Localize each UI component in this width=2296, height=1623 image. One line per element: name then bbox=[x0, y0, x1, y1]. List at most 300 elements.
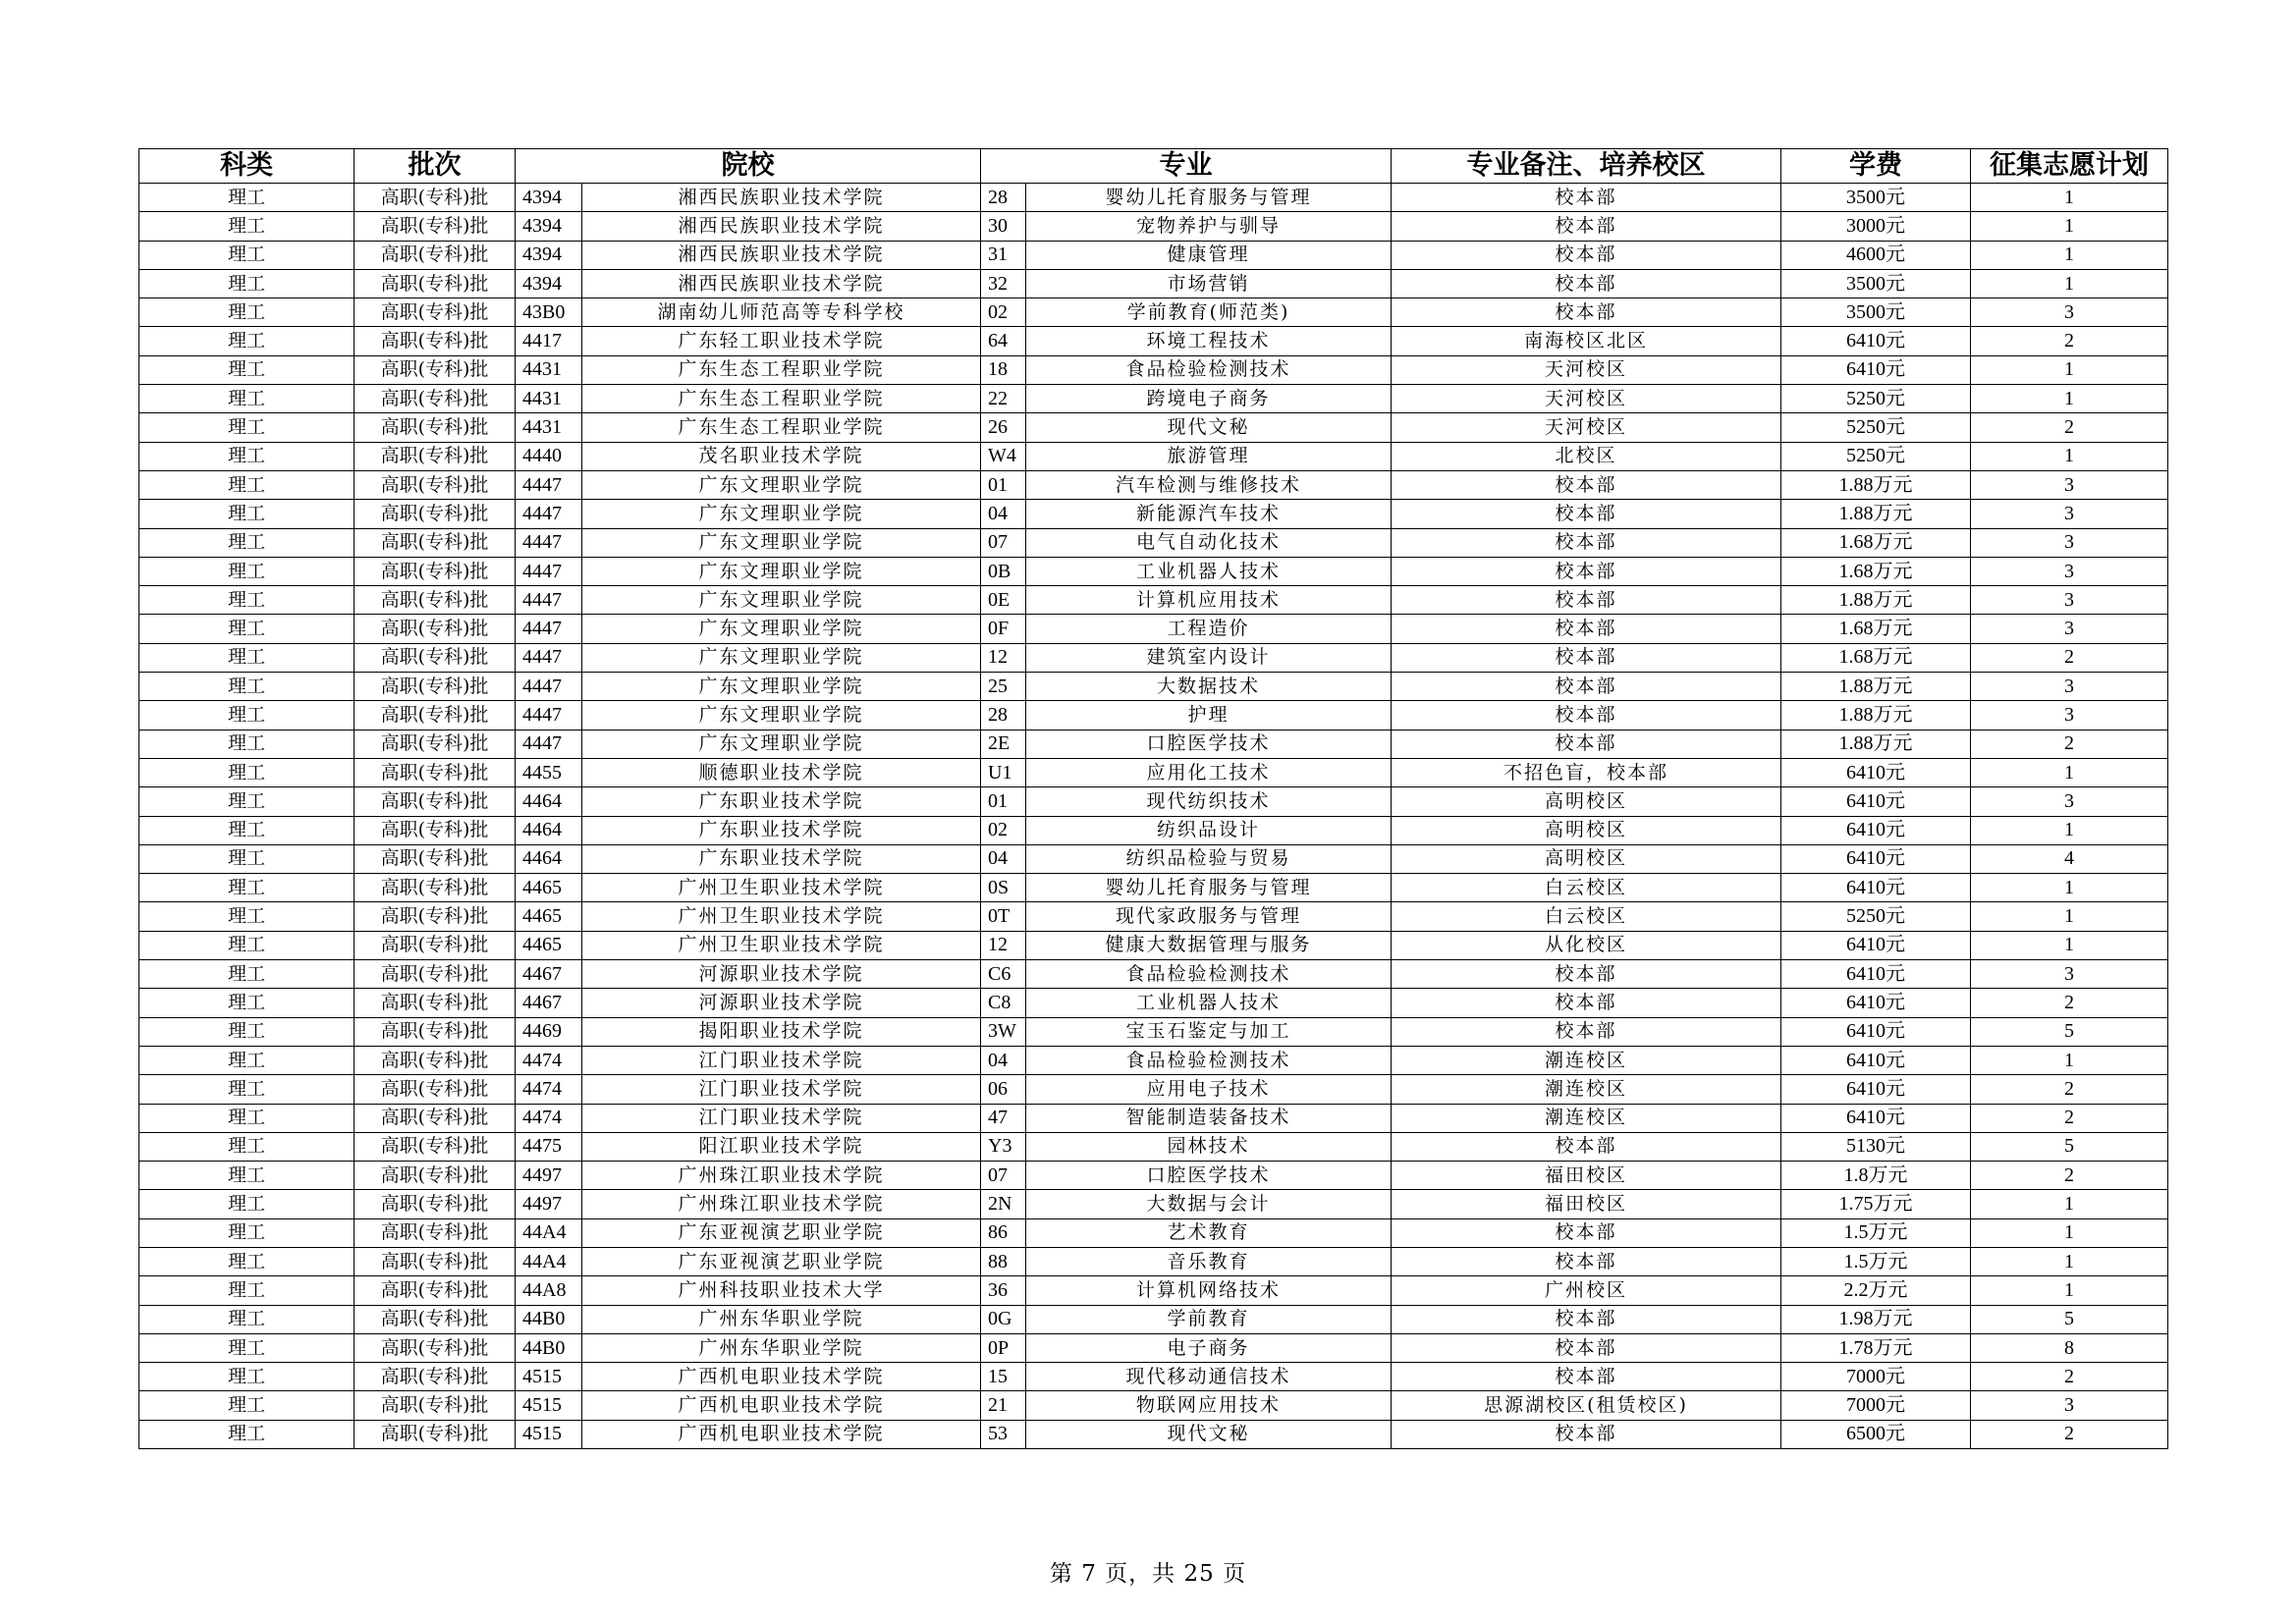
table-row bbox=[139, 528, 2168, 557]
cell-tuition: 3000元 bbox=[1781, 212, 1971, 241]
cell-school-code: 4447 bbox=[516, 586, 582, 615]
cell-tuition: 6500元 bbox=[1781, 1420, 1971, 1448]
cell-school-name: 湖南幼儿师范高等专科学校 bbox=[582, 298, 981, 327]
cell-tuition: 5250元 bbox=[1781, 902, 1971, 931]
cell-school-code: 4469 bbox=[516, 1017, 582, 1046]
cell-campus-note: 校本部 bbox=[1392, 184, 1781, 212]
cell-category: 理工 bbox=[139, 1276, 355, 1305]
cell-major-name: 口腔医学技术 bbox=[1026, 730, 1392, 758]
cell-major-name: 建筑室内设计 bbox=[1026, 643, 1392, 672]
cell-major-name: 应用电子技术 bbox=[1026, 1075, 1392, 1104]
cell-major-code: 2E bbox=[981, 730, 1026, 758]
cell-major-name: 计算机网络技术 bbox=[1026, 1276, 1392, 1305]
cell-tuition: 7000元 bbox=[1781, 1391, 1971, 1420]
cell-campus-note: 校本部 bbox=[1392, 701, 1781, 730]
cell-tuition: 5130元 bbox=[1781, 1132, 1971, 1161]
cell-school-code: 44A8 bbox=[516, 1276, 582, 1305]
cell-category: 理工 bbox=[139, 874, 355, 902]
cell-tuition: 5250元 bbox=[1781, 385, 1971, 413]
table-row bbox=[139, 1132, 2168, 1161]
cell-batch: 高职(专科)批 bbox=[355, 787, 516, 816]
cell-school-name: 河源职业技术学院 bbox=[582, 960, 981, 989]
cell-plan-count: 3 bbox=[1971, 557, 2168, 585]
cell-major-name: 宝玉石鉴定与加工 bbox=[1026, 1017, 1392, 1046]
cell-campus-note: 校本部 bbox=[1392, 1363, 1781, 1391]
cell-school-name: 广东亚视演艺职业学院 bbox=[582, 1218, 981, 1247]
cell-category: 理工 bbox=[139, 1305, 355, 1333]
cell-campus-note: 校本部 bbox=[1392, 643, 1781, 672]
cell-plan-count: 1 bbox=[1971, 758, 2168, 786]
cell-batch: 高职(专科)批 bbox=[355, 241, 516, 269]
cell-plan-count: 1 bbox=[1971, 874, 2168, 902]
cell-plan-count: 2 bbox=[1971, 643, 2168, 672]
cell-category: 理工 bbox=[139, 615, 355, 643]
cell-batch: 高职(专科)批 bbox=[355, 184, 516, 212]
cell-school-code: 4447 bbox=[516, 643, 582, 672]
cell-major-name: 大数据技术 bbox=[1026, 673, 1392, 701]
cell-school-code: 4465 bbox=[516, 902, 582, 931]
cell-tuition: 6410元 bbox=[1781, 989, 1971, 1017]
table-row bbox=[139, 269, 2168, 298]
table-row bbox=[139, 1305, 2168, 1333]
cell-school-name: 湘西民族职业技术学院 bbox=[582, 241, 981, 269]
cell-plan-count: 2 bbox=[1971, 1162, 2168, 1190]
cell-tuition: 1.88万元 bbox=[1781, 673, 1971, 701]
cell-school-code: 4447 bbox=[516, 730, 582, 758]
cell-tuition: 3500元 bbox=[1781, 184, 1971, 212]
cell-plan-count: 4 bbox=[1971, 844, 2168, 873]
table-row bbox=[139, 1420, 2168, 1448]
cell-plan-count: 5 bbox=[1971, 1305, 2168, 1333]
cell-major-name: 宠物养护与驯导 bbox=[1026, 212, 1392, 241]
cell-batch: 高职(专科)批 bbox=[355, 701, 516, 730]
cell-plan-count: 3 bbox=[1971, 1391, 2168, 1420]
cell-plan-count: 1 bbox=[1971, 931, 2168, 959]
cell-school-name: 广东生态工程职业学院 bbox=[582, 355, 981, 384]
table-row bbox=[139, 212, 2168, 241]
cell-batch: 高职(专科)批 bbox=[355, 1420, 516, 1448]
table-row bbox=[139, 385, 2168, 413]
header-plan-count: 征集志愿计划 bbox=[1971, 149, 2168, 184]
cell-school-code: 4475 bbox=[516, 1132, 582, 1161]
cell-category: 理工 bbox=[139, 1132, 355, 1161]
table-row bbox=[139, 758, 2168, 786]
cell-school-code: 4474 bbox=[516, 1075, 582, 1104]
table-row bbox=[139, 1247, 2168, 1275]
cell-school-code: 4447 bbox=[516, 615, 582, 643]
cell-major-name: 现代移动通信技术 bbox=[1026, 1363, 1392, 1391]
cell-school-name: 茂名职业技术学院 bbox=[582, 442, 981, 470]
cell-tuition: 1.88万元 bbox=[1781, 730, 1971, 758]
cell-school-code: 4394 bbox=[516, 269, 582, 298]
cell-school-code: 4447 bbox=[516, 557, 582, 585]
cell-school-code: 4467 bbox=[516, 989, 582, 1017]
table-row bbox=[139, 615, 2168, 643]
cell-school-code: 4464 bbox=[516, 816, 582, 844]
cell-major-code: 32 bbox=[981, 269, 1026, 298]
cell-plan-count: 5 bbox=[1971, 1132, 2168, 1161]
cell-tuition: 6410元 bbox=[1781, 960, 1971, 989]
cell-school-code: 4497 bbox=[516, 1190, 582, 1218]
cell-school-name: 广东文理职业学院 bbox=[582, 528, 981, 557]
cell-campus-note: 高明校区 bbox=[1392, 787, 1781, 816]
cell-plan-count: 3 bbox=[1971, 528, 2168, 557]
cell-campus-note: 福田校区 bbox=[1392, 1190, 1781, 1218]
header-school: 院校 bbox=[516, 149, 981, 184]
cell-school-name: 广东文理职业学院 bbox=[582, 673, 981, 701]
cell-school-code: 4465 bbox=[516, 931, 582, 959]
table-row bbox=[139, 989, 2168, 1017]
cell-campus-note: 校本部 bbox=[1392, 241, 1781, 269]
cell-school-code: 4394 bbox=[516, 184, 582, 212]
table-row bbox=[139, 701, 2168, 730]
cell-school-name: 广东文理职业学院 bbox=[582, 586, 981, 615]
table-row bbox=[139, 673, 2168, 701]
cell-plan-count: 1 bbox=[1971, 269, 2168, 298]
cell-tuition: 2.2万元 bbox=[1781, 1276, 1971, 1305]
cell-school-code: 4431 bbox=[516, 413, 582, 442]
cell-major-code: 06 bbox=[981, 1075, 1026, 1104]
cell-campus-note: 高明校区 bbox=[1392, 816, 1781, 844]
cell-school-code: 4431 bbox=[516, 355, 582, 384]
cell-school-name: 广东文理职业学院 bbox=[582, 470, 981, 499]
cell-major-code: 01 bbox=[981, 470, 1026, 499]
cell-major-code: C6 bbox=[981, 960, 1026, 989]
cell-plan-count: 3 bbox=[1971, 701, 2168, 730]
cell-category: 理工 bbox=[139, 557, 355, 585]
cell-plan-count: 2 bbox=[1971, 327, 2168, 355]
table-row bbox=[139, 1333, 2168, 1362]
cell-major-name: 汽车检测与维修技术 bbox=[1026, 470, 1392, 499]
cell-major-code: 21 bbox=[981, 1391, 1026, 1420]
cell-major-name: 应用化工技术 bbox=[1026, 758, 1392, 786]
cell-school-code: 4497 bbox=[516, 1162, 582, 1190]
cell-school-name: 顺德职业技术学院 bbox=[582, 758, 981, 786]
cell-tuition: 6410元 bbox=[1781, 355, 1971, 384]
cell-major-code: 18 bbox=[981, 355, 1026, 384]
cell-school-name: 湘西民族职业技术学院 bbox=[582, 184, 981, 212]
cell-school-name: 广东文理职业学院 bbox=[582, 643, 981, 672]
cell-batch: 高职(专科)批 bbox=[355, 557, 516, 585]
cell-category: 理工 bbox=[139, 184, 355, 212]
table-row bbox=[139, 643, 2168, 672]
cell-school-name: 广州卫生职业技术学院 bbox=[582, 931, 981, 959]
cell-school-code: 4467 bbox=[516, 960, 582, 989]
table-row bbox=[139, 1218, 2168, 1247]
cell-batch: 高职(专科)批 bbox=[355, 1333, 516, 1362]
cell-school-code: 4417 bbox=[516, 327, 582, 355]
table-row bbox=[139, 1391, 2168, 1420]
cell-batch: 高职(专科)批 bbox=[355, 758, 516, 786]
table-row bbox=[139, 1104, 2168, 1132]
table-row bbox=[139, 241, 2168, 269]
cell-tuition: 1.68万元 bbox=[1781, 557, 1971, 585]
cell-school-code: 4394 bbox=[516, 212, 582, 241]
cell-major-code: 0E bbox=[981, 586, 1026, 615]
table-row bbox=[139, 470, 2168, 499]
cell-batch: 高职(专科)批 bbox=[355, 212, 516, 241]
cell-major-name: 旅游管理 bbox=[1026, 442, 1392, 470]
cell-batch: 高职(专科)批 bbox=[355, 470, 516, 499]
table-row bbox=[139, 355, 2168, 384]
cell-category: 理工 bbox=[139, 1363, 355, 1391]
cell-tuition: 1.5万元 bbox=[1781, 1247, 1971, 1275]
cell-batch: 高职(专科)批 bbox=[355, 1075, 516, 1104]
cell-major-name: 口腔医学技术 bbox=[1026, 1162, 1392, 1190]
cell-batch: 高职(专科)批 bbox=[355, 528, 516, 557]
cell-campus-note: 校本部 bbox=[1392, 528, 1781, 557]
cell-category: 理工 bbox=[139, 844, 355, 873]
cell-batch: 高职(专科)批 bbox=[355, 1017, 516, 1046]
cell-plan-count: 1 bbox=[1971, 212, 2168, 241]
cell-school-name: 湘西民族职业技术学院 bbox=[582, 212, 981, 241]
cell-category: 理工 bbox=[139, 327, 355, 355]
table-row bbox=[139, 730, 2168, 758]
table-row bbox=[139, 298, 2168, 327]
cell-campus-note: 校本部 bbox=[1392, 1132, 1781, 1161]
cell-major-code: 86 bbox=[981, 1218, 1026, 1247]
cell-tuition: 6410元 bbox=[1781, 816, 1971, 844]
cell-school-name: 广州卫生职业技术学院 bbox=[582, 902, 981, 931]
table-row bbox=[139, 327, 2168, 355]
cell-school-code: 4447 bbox=[516, 673, 582, 701]
page-footer: 第 7 页，共 25 页 bbox=[1049, 1561, 1247, 1587]
cell-major-name: 大数据与会计 bbox=[1026, 1190, 1392, 1218]
cell-batch: 高职(专科)批 bbox=[355, 1363, 516, 1391]
cell-campus-note: 白云校区 bbox=[1392, 902, 1781, 931]
cell-plan-count: 8 bbox=[1971, 1333, 2168, 1362]
cell-tuition: 1.88万元 bbox=[1781, 701, 1971, 730]
cell-category: 理工 bbox=[139, 470, 355, 499]
cell-major-name: 现代家政服务与管理 bbox=[1026, 902, 1392, 931]
cell-campus-note: 天河校区 bbox=[1392, 385, 1781, 413]
cell-major-code: 12 bbox=[981, 643, 1026, 672]
cell-campus-note: 校本部 bbox=[1392, 989, 1781, 1017]
cell-major-name: 工程造价 bbox=[1026, 615, 1392, 643]
cell-plan-count: 2 bbox=[1971, 1363, 2168, 1391]
cell-school-name: 广东职业技术学院 bbox=[582, 844, 981, 873]
cell-campus-note: 北校区 bbox=[1392, 442, 1781, 470]
cell-plan-count: 2 bbox=[1971, 989, 2168, 1017]
cell-school-name: 湘西民族职业技术学院 bbox=[582, 269, 981, 298]
cell-batch: 高职(专科)批 bbox=[355, 1218, 516, 1247]
cell-major-code: 0P bbox=[981, 1333, 1026, 1362]
cell-major-name: 现代文秘 bbox=[1026, 1420, 1392, 1448]
cell-tuition: 1.68万元 bbox=[1781, 643, 1971, 672]
cell-campus-note: 天河校区 bbox=[1392, 355, 1781, 384]
cell-campus-note: 校本部 bbox=[1392, 500, 1781, 528]
header-tuition: 学费 bbox=[1781, 149, 1971, 184]
cell-plan-count: 3 bbox=[1971, 500, 2168, 528]
cell-category: 理工 bbox=[139, 269, 355, 298]
cell-campus-note: 广州校区 bbox=[1392, 1276, 1781, 1305]
cell-plan-count: 1 bbox=[1971, 1276, 2168, 1305]
cell-batch: 高职(专科)批 bbox=[355, 1190, 516, 1218]
cell-batch: 高职(专科)批 bbox=[355, 1305, 516, 1333]
cell-major-name: 园林技术 bbox=[1026, 1132, 1392, 1161]
cell-school-name: 广东文理职业学院 bbox=[582, 730, 981, 758]
cell-plan-count: 3 bbox=[1971, 298, 2168, 327]
cell-campus-note: 从化校区 bbox=[1392, 931, 1781, 959]
cell-major-code: 0S bbox=[981, 874, 1026, 902]
table-row bbox=[139, 557, 2168, 585]
cell-school-code: 44A4 bbox=[516, 1218, 582, 1247]
cell-school-name: 广州珠江职业技术学院 bbox=[582, 1190, 981, 1218]
cell-school-name: 广东文理职业学院 bbox=[582, 557, 981, 585]
cell-plan-count: 2 bbox=[1971, 1075, 2168, 1104]
cell-campus-note: 潮连校区 bbox=[1392, 1046, 1781, 1074]
cell-plan-count: 1 bbox=[1971, 442, 2168, 470]
cell-tuition: 1.98万元 bbox=[1781, 1305, 1971, 1333]
cell-batch: 高职(专科)批 bbox=[355, 902, 516, 931]
cell-school-name: 广东生态工程职业学院 bbox=[582, 385, 981, 413]
cell-school-name: 广东轻工职业技术学院 bbox=[582, 327, 981, 355]
cell-category: 理工 bbox=[139, 701, 355, 730]
cell-tuition: 1.5万元 bbox=[1781, 1218, 1971, 1247]
cell-batch: 高职(专科)批 bbox=[355, 385, 516, 413]
cell-batch: 高职(专科)批 bbox=[355, 989, 516, 1017]
cell-batch: 高职(专科)批 bbox=[355, 673, 516, 701]
cell-batch: 高职(专科)批 bbox=[355, 586, 516, 615]
table-row bbox=[139, 184, 2168, 212]
cell-category: 理工 bbox=[139, 673, 355, 701]
cell-category: 理工 bbox=[139, 902, 355, 931]
cell-tuition: 1.68万元 bbox=[1781, 528, 1971, 557]
cell-school-name: 广州东华职业学院 bbox=[582, 1333, 981, 1362]
cell-plan-count: 1 bbox=[1971, 241, 2168, 269]
cell-campus-note: 校本部 bbox=[1392, 1420, 1781, 1448]
cell-campus-note: 校本部 bbox=[1392, 269, 1781, 298]
cell-batch: 高职(专科)批 bbox=[355, 844, 516, 873]
cell-school-name: 广东生态工程职业学院 bbox=[582, 413, 981, 442]
cell-tuition: 3500元 bbox=[1781, 298, 1971, 327]
cell-tuition: 1.8万元 bbox=[1781, 1162, 1971, 1190]
cell-campus-note: 校本部 bbox=[1392, 1305, 1781, 1333]
cell-major-name: 物联网应用技术 bbox=[1026, 1391, 1392, 1420]
cell-major-name: 婴幼儿托育服务与管理 bbox=[1026, 184, 1392, 212]
table-row bbox=[139, 787, 2168, 816]
cell-major-code: 04 bbox=[981, 500, 1026, 528]
cell-campus-note: 不招色盲，校本部 bbox=[1392, 758, 1781, 786]
cell-category: 理工 bbox=[139, 528, 355, 557]
cell-campus-note: 校本部 bbox=[1392, 1218, 1781, 1247]
cell-school-code: 44B0 bbox=[516, 1305, 582, 1333]
cell-major-code: 53 bbox=[981, 1420, 1026, 1448]
cell-batch: 高职(专科)批 bbox=[355, 730, 516, 758]
cell-major-code: 07 bbox=[981, 528, 1026, 557]
cell-tuition: 1.75万元 bbox=[1781, 1190, 1971, 1218]
cell-major-code: 0B bbox=[981, 557, 1026, 585]
cell-tuition: 5250元 bbox=[1781, 413, 1971, 442]
cell-category: 理工 bbox=[139, 586, 355, 615]
cell-campus-note: 天河校区 bbox=[1392, 413, 1781, 442]
cell-plan-count: 3 bbox=[1971, 470, 2168, 499]
cell-plan-count: 1 bbox=[1971, 1190, 2168, 1218]
cell-category: 理工 bbox=[139, 960, 355, 989]
cell-category: 理工 bbox=[139, 787, 355, 816]
cell-tuition: 6410元 bbox=[1781, 758, 1971, 786]
cell-batch: 高职(专科)批 bbox=[355, 298, 516, 327]
cell-category: 理工 bbox=[139, 1391, 355, 1420]
cell-major-name: 工业机器人技术 bbox=[1026, 557, 1392, 585]
cell-campus-note: 校本部 bbox=[1392, 615, 1781, 643]
cell-batch: 高职(专科)批 bbox=[355, 500, 516, 528]
cell-campus-note: 校本部 bbox=[1392, 1247, 1781, 1275]
cell-plan-count: 1 bbox=[1971, 902, 2168, 931]
cell-major-name: 学前教育 bbox=[1026, 1305, 1392, 1333]
cell-major-code: U1 bbox=[981, 758, 1026, 786]
cell-major-name: 纺织品检验与贸易 bbox=[1026, 844, 1392, 873]
cell-school-code: 4447 bbox=[516, 701, 582, 730]
table-row bbox=[139, 1017, 2168, 1046]
cell-campus-note: 校本部 bbox=[1392, 298, 1781, 327]
table-row bbox=[139, 1046, 2168, 1074]
cell-category: 理工 bbox=[139, 1420, 355, 1448]
cell-major-code: 25 bbox=[981, 673, 1026, 701]
cell-major-code: 04 bbox=[981, 844, 1026, 873]
cell-major-code: 0T bbox=[981, 902, 1026, 931]
cell-major-name: 市场营销 bbox=[1026, 269, 1392, 298]
cell-major-code: 02 bbox=[981, 816, 1026, 844]
cell-batch: 高职(专科)批 bbox=[355, 355, 516, 384]
cell-category: 理工 bbox=[139, 931, 355, 959]
cell-major-code: 26 bbox=[981, 413, 1026, 442]
cell-major-code: 28 bbox=[981, 184, 1026, 212]
cell-plan-count: 3 bbox=[1971, 960, 2168, 989]
cell-major-name: 护理 bbox=[1026, 701, 1392, 730]
cell-batch: 高职(专科)批 bbox=[355, 960, 516, 989]
cell-campus-note: 校本部 bbox=[1392, 730, 1781, 758]
cell-major-code: 02 bbox=[981, 298, 1026, 327]
cell-plan-count: 1 bbox=[1971, 1218, 2168, 1247]
cell-school-name: 揭阳职业技术学院 bbox=[582, 1017, 981, 1046]
cell-tuition: 6410元 bbox=[1781, 874, 1971, 902]
admission-plan-table bbox=[138, 148, 2168, 1449]
cell-school-name: 广东文理职业学院 bbox=[582, 500, 981, 528]
cell-plan-count: 2 bbox=[1971, 730, 2168, 758]
table-row bbox=[139, 442, 2168, 470]
table-row bbox=[139, 586, 2168, 615]
cell-category: 理工 bbox=[139, 758, 355, 786]
cell-tuition: 1.88万元 bbox=[1781, 586, 1971, 615]
cell-major-code: 15 bbox=[981, 1363, 1026, 1391]
cell-batch: 高职(专科)批 bbox=[355, 931, 516, 959]
cell-tuition: 5250元 bbox=[1781, 442, 1971, 470]
cell-batch: 高职(专科)批 bbox=[355, 816, 516, 844]
header-major: 专业 bbox=[981, 149, 1392, 184]
cell-school-name: 广州东华职业学院 bbox=[582, 1305, 981, 1333]
cell-school-name: 广东职业技术学院 bbox=[582, 787, 981, 816]
cell-major-name: 电子商务 bbox=[1026, 1333, 1392, 1362]
cell-category: 理工 bbox=[139, 1162, 355, 1190]
cell-tuition: 1.88万元 bbox=[1781, 500, 1971, 528]
cell-batch: 高职(专科)批 bbox=[355, 1104, 516, 1132]
cell-category: 理工 bbox=[139, 442, 355, 470]
cell-campus-note: 校本部 bbox=[1392, 1017, 1781, 1046]
cell-campus-note: 校本部 bbox=[1392, 960, 1781, 989]
cell-batch: 高职(专科)批 bbox=[355, 1391, 516, 1420]
cell-school-name: 广州卫生职业技术学院 bbox=[582, 874, 981, 902]
header-campus-note: 专业备注、培养校区 bbox=[1392, 149, 1781, 184]
cell-school-code: 4455 bbox=[516, 758, 582, 786]
cell-major-name: 健康大数据管理与服务 bbox=[1026, 931, 1392, 959]
cell-major-name: 婴幼儿托育服务与管理 bbox=[1026, 874, 1392, 902]
table-row bbox=[139, 874, 2168, 902]
header-category: 科类 bbox=[139, 149, 355, 184]
header-batch: 批次 bbox=[355, 149, 516, 184]
cell-major-name: 环境工程技术 bbox=[1026, 327, 1392, 355]
cell-major-code: W4 bbox=[981, 442, 1026, 470]
